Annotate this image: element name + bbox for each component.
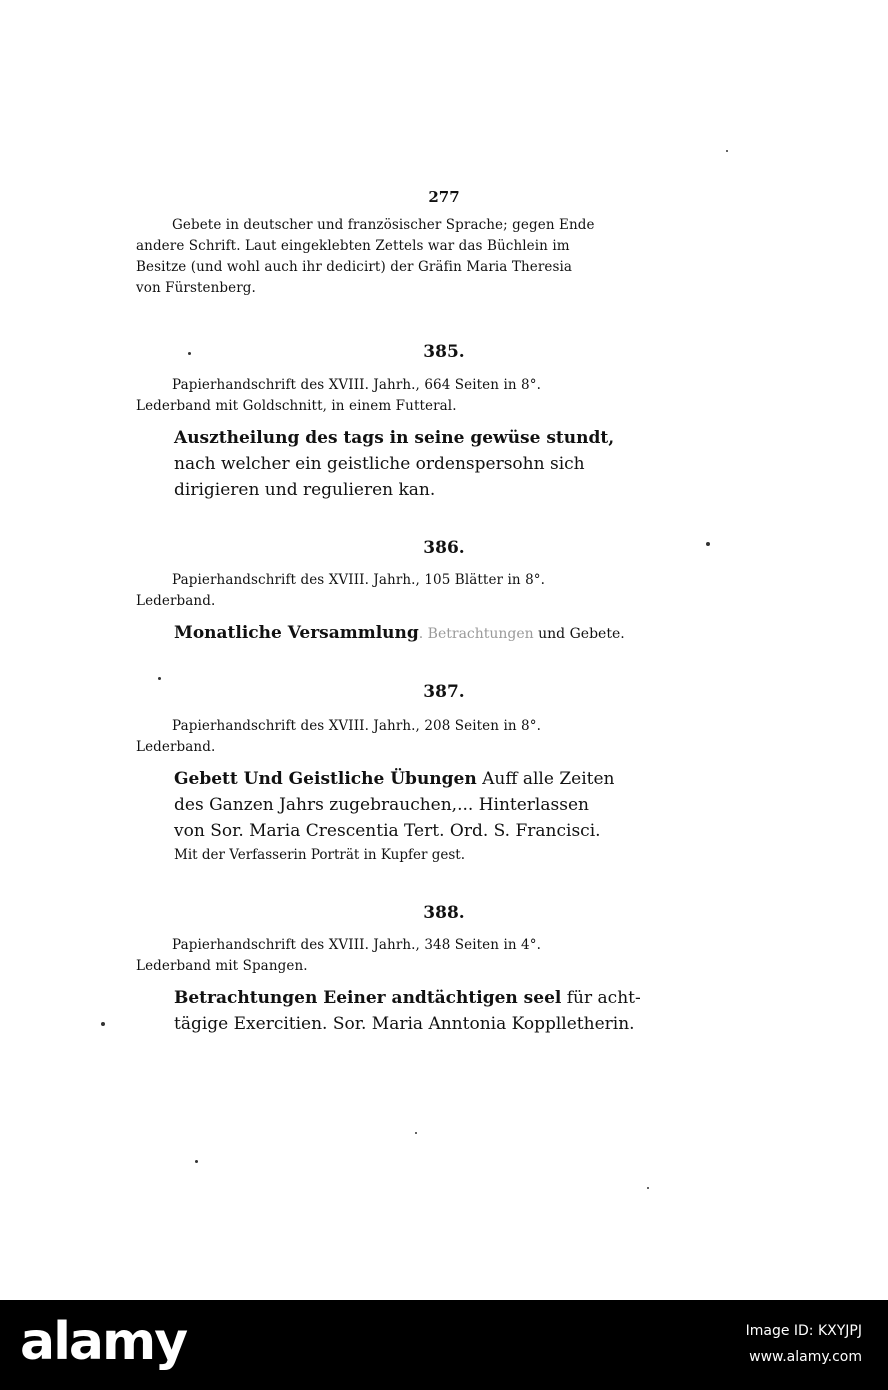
title-bold: Ausztheilung des tags in seine gewüse stundt,: [174, 428, 615, 448]
entry-description-387: [136, 716, 606, 758]
title-bold: Monatliche Versammlung: [174, 623, 419, 643]
description-line: Lederband.: [136, 593, 216, 609]
intro-paragraph: [136, 215, 606, 299]
site-url: www.alamy.com: [749, 1349, 862, 1365]
image-reference: [746, 1318, 862, 1370]
title-rest: Auff alle Zeiten: [476, 769, 615, 789]
entry-number-388: 388.: [423, 903, 465, 923]
entry-title-385: [174, 425, 614, 503]
title-bold: Gebett Und Geistliche Übungen: [174, 769, 477, 789]
scan-speck: [415, 1132, 417, 1134]
description-line: Lederband mit Spangen.: [136, 958, 308, 974]
title-line: dirigieren und regulieren kan.: [174, 480, 436, 500]
title-rest: für acht-: [561, 988, 641, 1008]
intro-line: Gebete in deutscher und französischer Sprache; gegen Ende: [172, 217, 595, 233]
scan-speck: [188, 352, 191, 355]
page-number: 277: [428, 188, 460, 206]
title-note: Mit der Verfasserin Porträt in Kupfer gest.: [174, 847, 466, 863]
scan-speck: [706, 542, 710, 546]
description-line: Papierhandschrift des XVIII. Jahrh., 105 Blätter in 8°.: [172, 572, 546, 588]
description-line: Lederband.: [136, 739, 216, 755]
entry-number-386: 386.: [423, 538, 465, 558]
scan-speck: [195, 1160, 198, 1163]
title-line: nach welcher ein geistliche ordenspersohn sich: [174, 454, 585, 474]
entry-description-385: [136, 375, 606, 417]
title-bold: Betrachtungen Eeiner andtächtigen seel: [174, 988, 562, 1008]
scan-speck: [647, 1187, 649, 1189]
entry-description-386: [136, 570, 606, 612]
description-line: Papierhandschrift des XVIII. Jahrh., 664 Seiten in 8°.: [172, 377, 541, 393]
scan-speck: [101, 1022, 105, 1026]
description-line: Papierhandschrift des XVIII. Jahrh., 348 Seiten in 4°.: [172, 937, 541, 953]
intro-line: von Fürstenberg.: [136, 280, 256, 296]
scan-speck: [726, 150, 728, 152]
entry-title-386: [174, 620, 625, 647]
entry-number-387: 387.: [423, 682, 465, 702]
entry-title-387: [174, 766, 614, 866]
intro-line: andere Schrift. Laut eingeklebten Zettels war das Büchlein im: [136, 238, 570, 254]
entry-title-388: [174, 985, 641, 1037]
title-line: des Ganzen Jahrs zugebrauchen,... Hinterlassen: [174, 795, 589, 815]
alamy-logo: alamy: [20, 1312, 187, 1372]
title-faded: . Betrachtungen: [418, 626, 534, 642]
image-id: Image ID: KXYJPJ: [745, 1323, 862, 1339]
entry-description-388: [136, 935, 606, 977]
title-line: von Sor. Maria Crescentia Tert. Ord. S. Francisci.: [174, 821, 601, 841]
title-rest: und Gebete.: [533, 626, 625, 642]
intro-line: Besitze (und wohl auch ihr dedicirt) der Gräfin Maria Theresia: [136, 259, 573, 275]
scan-speck: [158, 677, 161, 680]
description-line: Papierhandschrift des XVIII. Jahrh., 208 Seiten in 8°.: [172, 718, 541, 734]
description-line: Lederband mit Goldschnitt, in einem Futteral.: [136, 398, 457, 414]
title-line: tägige Exercitien. Sor. Maria Anntonia Kopplletherin.: [174, 1014, 635, 1034]
entry-number-385: 385.: [423, 342, 465, 362]
